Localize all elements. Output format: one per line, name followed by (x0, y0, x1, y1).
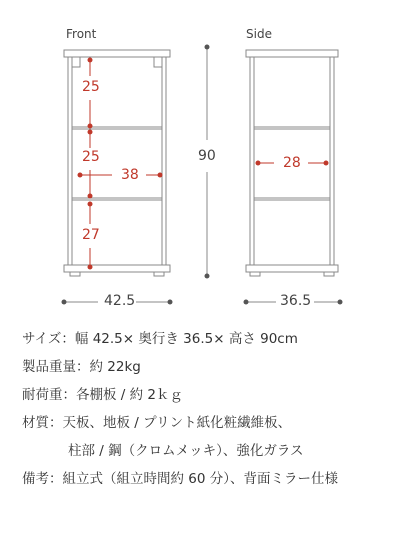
front-right-post (162, 57, 166, 265)
front-width-label: 42.5 (104, 293, 136, 309)
front-top-board (64, 50, 170, 57)
spec-material-line2: 柱部 / 鋼（クロムメッキ）、強化ガラス (68, 443, 304, 459)
side-inner-width-label: 28 (283, 155, 301, 171)
front-left-foot (70, 272, 80, 276)
spec-weight: 製品重量：約 22kg (22, 359, 141, 375)
front-inner-width-label: 38 (121, 167, 139, 183)
spec-load: 耐荷重：各棚板 / 約 2ｋｇ (22, 387, 184, 403)
side-left-foot (250, 272, 260, 276)
side-top-board (246, 50, 338, 57)
spec-size: サイズ：幅 42.5× 奥行き 36.5× 高さ 90cm (22, 331, 298, 347)
spec-material-line1: 材質：天板、地板 / プリント紙化粧繊維板、 (22, 415, 292, 431)
front-view-drawing (64, 50, 170, 276)
total-height-label: 90 (198, 148, 216, 164)
side-right-foot (324, 272, 334, 276)
side-right-post (330, 57, 334, 265)
front-bottom-board (64, 265, 170, 272)
side-bottom-board (246, 265, 338, 272)
side-view-label: Side (246, 27, 272, 41)
front-view-label: Front (66, 27, 97, 41)
front-top-right-bracket (154, 57, 162, 67)
front-height-lower-label: 27 (82, 227, 100, 243)
front-right-foot (154, 272, 164, 276)
side-left-post (250, 57, 254, 265)
front-height-upper-label: 25 (82, 79, 100, 95)
front-height-middle-label: 25 (82, 149, 100, 165)
front-top-left-bracket (72, 57, 80, 67)
side-width-label: 36.5 (280, 293, 312, 309)
front-left-post (68, 57, 72, 265)
spec-notes: 備考：組立式（組立時間約 60 分）、背面ミラー仕様 (22, 471, 339, 487)
